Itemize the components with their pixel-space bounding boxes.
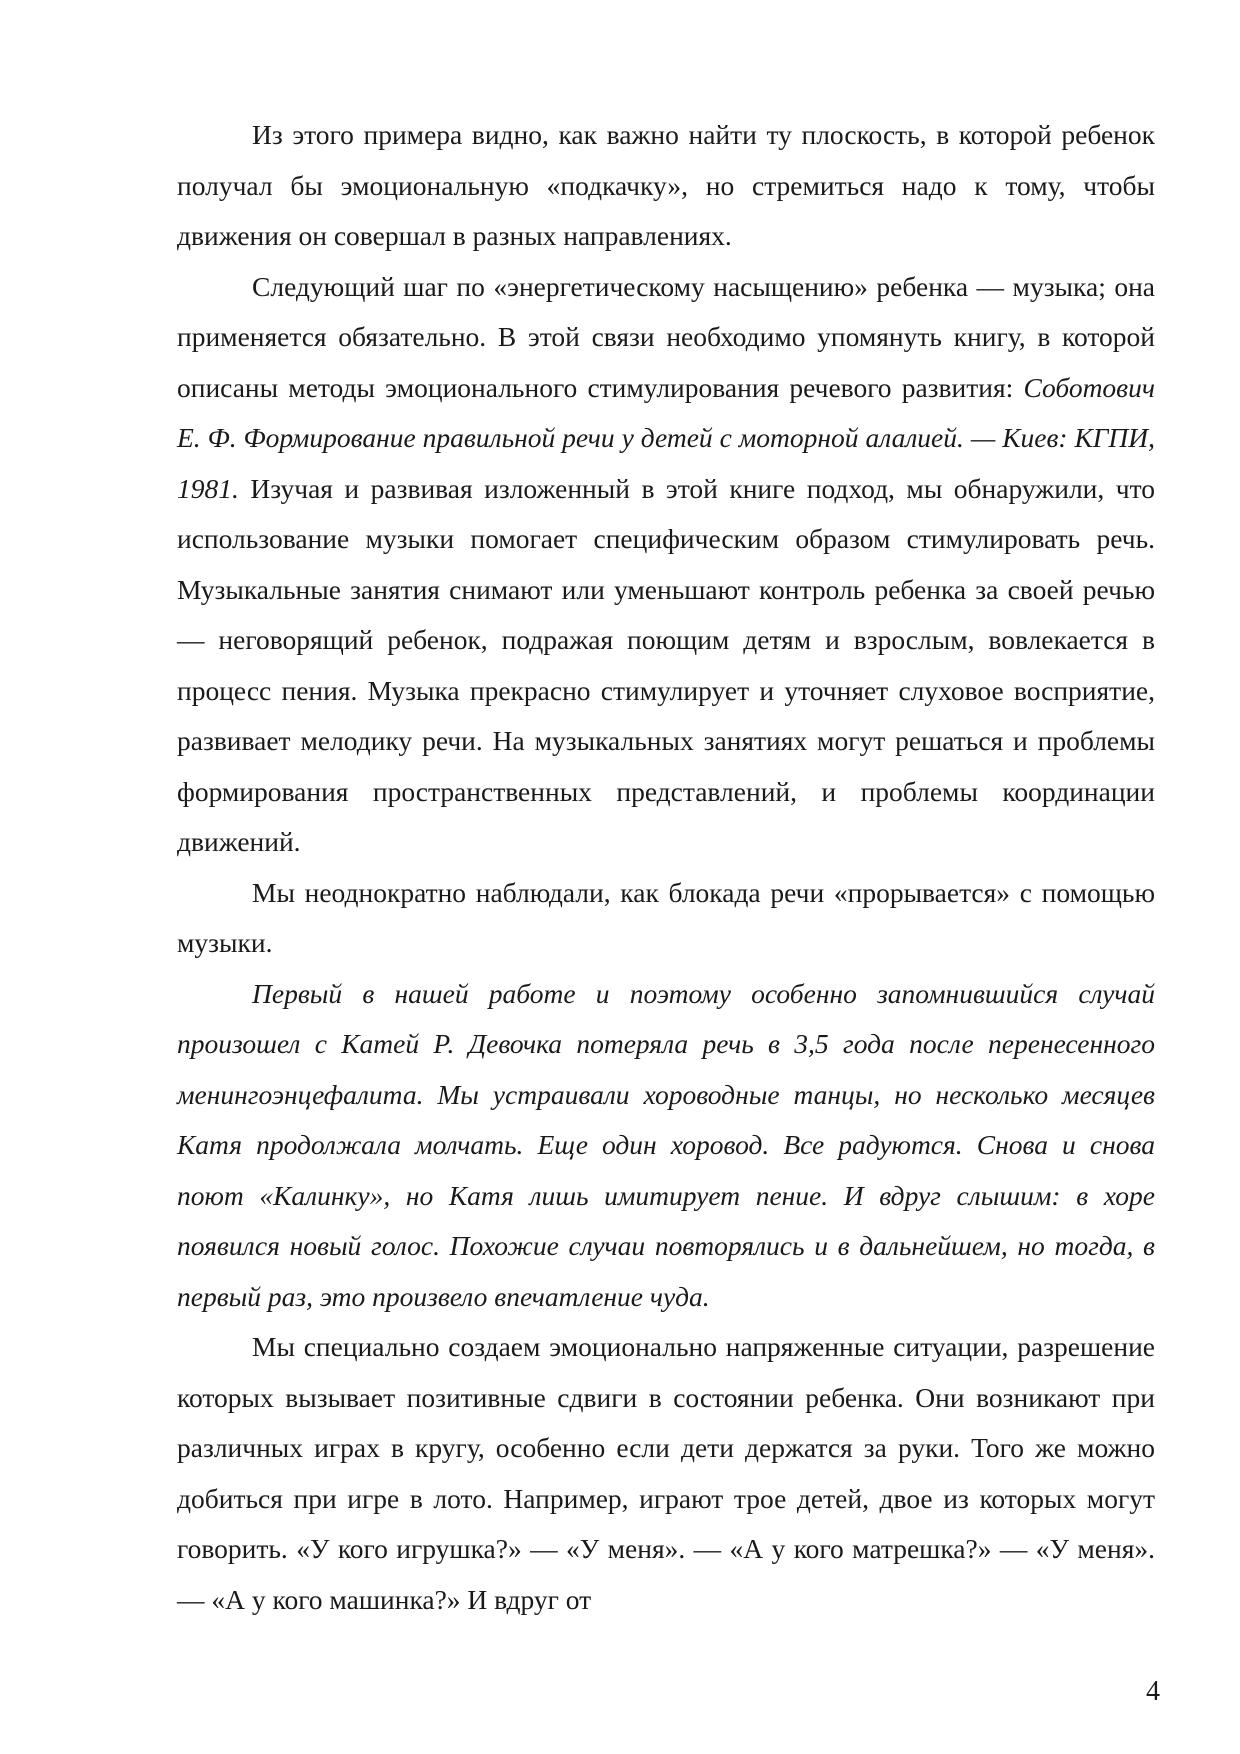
paragraph: Мы специально создаем эмоционально напряженные ситуации, разрешение которых вызывает позитивные сдвиги в состоянии ребенка. Они возникают при различных играх в кругу, особенно если дети держатся за руки. Того же можно добиться при игре в лото. Например, играют трое детей, двое из которых могут говорить. «У кого игрушка?» — «У меня». — «А у кого матрешка?» — «У меня». — «А у кого машинка?» И вдруг от: [177, 1331, 1155, 1615]
book-citation: Соботович Е. Ф. Формирование правильной речи у детей с моторной алалией. — Киев: КГПИ, 1981.: [177, 371, 1155, 504]
case-story-paragraph: Первый в нашей работе и поэтому особенно запомнившийся случай произошел с Катей Р. Девочка потеряла речь в 3,5 года после перенесенного менингоэнцефалита. Мы устраивали хороводные танцы, но несколько месяцев Катя продолжала молчать. Еще один хоровод. Все радуются. Снова и снова поют «Калинку», но Катя лишь имитирует пение. И вдруг слышим: в хоре появился новый голос. Похожие случаи повторялись и в дальнейшем, но тогда, в первый раз, это произвело впечатление чуда.: [177, 977, 1155, 1312]
paragraph: Из этого примера видно, как важно найти ту плоскость, в которой ребенок получал бы эмоциональную «подкачку», но стремиться надо к тому, чтобы движения он совершал в разных направлениях.: [177, 119, 1155, 251]
paragraph: Мы неоднократно наблюдали, как блокада речи «прорывается» с помощью музыки.: [177, 876, 1155, 958]
body-text: [177, 110, 1155, 1625]
paragraph-text: Следующий шаг по «энергетическому насыщению» ребенка — музыка; она применяется обязательно. В этой связи необходимо упомянуть книгу, в которой описаны методы эмоционального стимулирования речевого развития:: [177, 270, 1155, 403]
page-number: 4: [1146, 1676, 1160, 1707]
paragraph-text: Изучая и развивая изложенный в этой книге подход, мы обнаружили, что использование музыки помогает специфическим образом стимулировать речь. Музыкальные занятия снимают или уменьшают контроль ребенка за своей речью — неговорящий ребенок, подражая поющим детям и взрослым, вовлекается в процесс пения. Музыка прекрасно стимулирует и уточняет слуховое восприятие, развивает мелодику речи. На музыкальных занятиях могут решаться и проблемы формирования пространственных представлений, и проблемы координации движений.: [177, 472, 1155, 857]
paragraph: [177, 262, 1155, 868]
